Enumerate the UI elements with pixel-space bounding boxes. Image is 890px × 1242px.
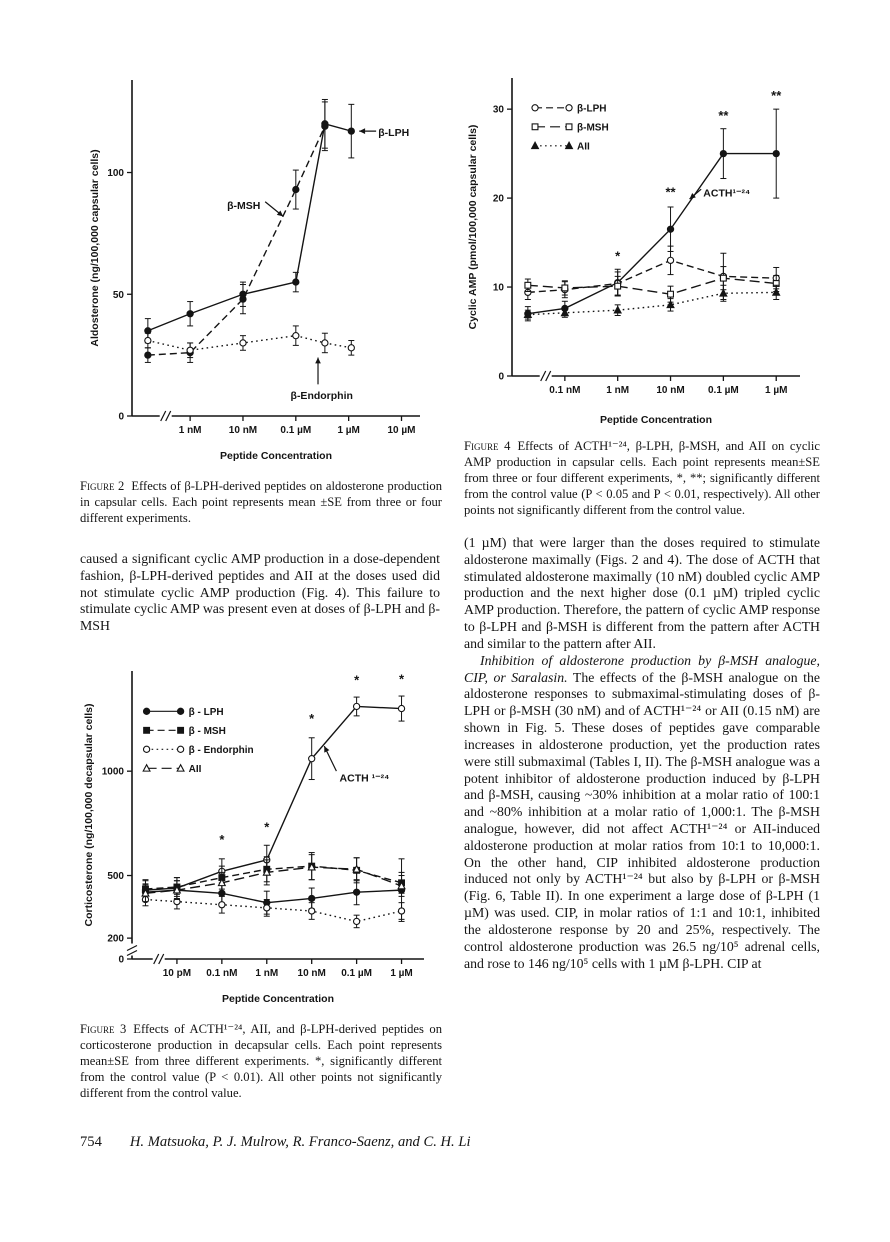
svg-text:0: 0 bbox=[118, 954, 124, 966]
svg-text:0.1 µM: 0.1 µM bbox=[341, 968, 373, 980]
inhibition-subheading: Inhibition of aldosterone production by β-MSH analogue, CIP, or Saralasin. bbox=[464, 652, 820, 685]
svg-text:0: 0 bbox=[498, 371, 504, 383]
svg-text:10: 10 bbox=[492, 282, 504, 294]
svg-text:Peptide Concentration: Peptide Concentration bbox=[219, 450, 333, 462]
svg-text:β-LPH: β-LPH bbox=[577, 103, 607, 115]
page-number: 754 bbox=[80, 1134, 102, 1151]
svg-text:*: * bbox=[399, 671, 405, 687]
figure3-label: Figure 3 bbox=[80, 1022, 127, 1037]
figure2-line-chart bbox=[86, 68, 434, 466]
svg-text:1 µM: 1 µM bbox=[765, 385, 788, 396]
svg-text:β - Endorphin: β - Endorphin bbox=[188, 744, 254, 756]
figure4-caption bbox=[464, 439, 820, 519]
svg-text:**: ** bbox=[665, 184, 676, 200]
svg-text:β - LPH: β - LPH bbox=[188, 706, 224, 718]
figure3-line-chart bbox=[80, 661, 436, 1009]
svg-text:500: 500 bbox=[107, 871, 124, 883]
svg-text:ACTH¹⁻²⁴: ACTH¹⁻²⁴ bbox=[703, 187, 751, 200]
svg-text:**: ** bbox=[718, 107, 729, 123]
svg-text:β-LPH: β-LPH bbox=[378, 127, 410, 139]
svg-text:50: 50 bbox=[112, 289, 124, 301]
svg-text:Cyclic AMP (pmol/100,000 capsu: Cyclic AMP (pmol/100,000 capsular cells) bbox=[467, 124, 479, 330]
figure3-caption-text: Effects of ACTH¹⁻²⁴, AII, and β-LPH-derived peptides on corticosterone production in decapsular cells. Each point represents mean±SE from three different experiments. *, significantly different from the control value (P < 0.01). All other points not significantly different from the control value. bbox=[80, 1022, 442, 1101]
svg-text:0.1 nM: 0.1 nM bbox=[549, 385, 581, 396]
svg-text:1 µM: 1 µM bbox=[390, 968, 413, 980]
svg-text:*: * bbox=[264, 819, 270, 835]
two-column-layout bbox=[80, 68, 820, 1102]
figure3-caption bbox=[80, 1022, 442, 1102]
svg-text:β-Endorphin: β-Endorphin bbox=[290, 389, 353, 402]
svg-text:*: * bbox=[219, 832, 225, 848]
figure-4 bbox=[464, 68, 820, 519]
svg-text:100: 100 bbox=[107, 168, 124, 180]
svg-text:β - MSH: β - MSH bbox=[188, 725, 226, 737]
svg-text:β-MSH: β-MSH bbox=[227, 200, 261, 213]
right-column-paragraph-1: (1 µM) that were larger than the doses required to stimulate aldosterone maximally (Figs. 2 and 4). The dose of ACTH that stimulated aldosterone maximally (10 nM) doubled cyclic AMP production and the next higher dose (0.1 µM) tripled cyclic AMP production. Therefore, the pattern of cyclic AMP response to β-LPH and β-MSH is different from the pattern after ACTH and similar to the pattern after AII. bbox=[464, 534, 820, 651]
figure4-line-chart bbox=[464, 68, 816, 430]
svg-text:200: 200 bbox=[107, 933, 124, 945]
svg-text:0.1 nM: 0.1 nM bbox=[206, 968, 238, 980]
svg-text:Aldosterone (ng/100,000 capsul: Aldosterone (ng/100,000 capsular cells) bbox=[89, 149, 101, 347]
right-column-paragraph-2 bbox=[464, 653, 820, 973]
svg-text:1 nM: 1 nM bbox=[255, 968, 279, 980]
svg-text:10 µM: 10 µM bbox=[387, 425, 416, 436]
svg-text:10 pM: 10 pM bbox=[162, 968, 192, 980]
svg-text:AII: AII bbox=[188, 763, 202, 775]
svg-text:Peptide Concentration: Peptide Concentration bbox=[221, 993, 335, 1006]
svg-text:30: 30 bbox=[492, 104, 504, 116]
figure4-caption-text: Effects of ACTH¹⁻²⁴, β-LPH, β-MSH, and AII on cyclic AMP production in capsular cells. Each point represents mean±SE from three or four different experiments, *, **; significantly different from the control value (P < 0.05 and P < 0.01, respectively). All other points not significantly different from the control value. bbox=[464, 439, 820, 517]
svg-text:β-MSH: β-MSH bbox=[577, 122, 609, 134]
svg-text:20: 20 bbox=[492, 193, 504, 205]
svg-text:**: ** bbox=[771, 88, 782, 104]
figure2-caption bbox=[80, 479, 442, 527]
svg-text:0.1 µM: 0.1 µM bbox=[280, 425, 312, 436]
svg-text:*: * bbox=[615, 248, 621, 264]
left-column-paragraph: caused a significant cyclic AMP production in a dose-dependent fashion, β-LPH-derived peptides and AII at the doses used did not stimulate cyclic AMP production (Fig. 4). This failure to stimulate cyclic AMP was present even at doses of β-LPH and β-MSH bbox=[80, 550, 440, 634]
svg-text:ACTH ¹⁻²⁴: ACTH ¹⁻²⁴ bbox=[339, 772, 390, 785]
svg-text:10 nM: 10 nM bbox=[228, 425, 258, 436]
right-column-paragraph-2-text: The effects of the β-MSH analogue on the aldosterone responses to submaximal-stimulating doses of β-LPH or β-MSH (30 nM) and of ACTH¹⁻²⁴ or AII (0.15 nM) are shown in Fig. 5. These doses of peptides gave comparable increases in aldosterone production, yet the production rates were still submaximal (Tables I, II). The β-MSH analogue was a potent inhibitor of aldosterone production induced by β-LPH and β-MSH, causing ~30% inhibition at a molar ratio of 100:1 and ~80% inhibition at a molar ratio of 1,000:1. The β-MSH analogue, however, did not affect ACTH¹⁻²⁴ or AII-induced aldosterone production at molar ratios from 10:1 to 10,000:1. On the other hand, CIP inhibited aldosterone production induced not only by ACTH¹⁻²⁴ but also by β-LPH or β-MSH (Fig. 6, Table II). In one experiment a large dose of β-LPH (1 µM) was used. CIP, in molar ratios of 1:1 and 10:1, inhibited the aldosterone response by 20 and 25%, respectively. The control aldosterone production was 26.5 ng/10⁵ adrenal cells, and rose to 146 ng/10⁵ cells with 1 µM β-LPH. CIP at bbox=[464, 669, 820, 971]
svg-text:AII: AII bbox=[577, 141, 590, 153]
figure4-label: Figure 4 bbox=[464, 439, 511, 453]
svg-text:Corticosterone (ng/100,000 dec: Corticosterone (ng/100,000 decapsular cells) bbox=[83, 703, 95, 927]
svg-text:10 nM: 10 nM bbox=[297, 968, 326, 980]
svg-text:1 nM: 1 nM bbox=[178, 425, 202, 436]
svg-text:*: * bbox=[309, 711, 315, 727]
svg-text:0: 0 bbox=[118, 411, 124, 423]
svg-text:*: * bbox=[354, 672, 360, 688]
figure-2 bbox=[80, 68, 442, 527]
svg-text:1 nM: 1 nM bbox=[606, 385, 630, 396]
svg-text:Peptide Concentration: Peptide Concentration bbox=[599, 414, 713, 426]
svg-text:1000: 1000 bbox=[101, 766, 124, 778]
left-column bbox=[80, 68, 442, 1102]
right-column bbox=[464, 68, 820, 1102]
figure2-caption-text: Effects of β-LPH-derived peptides on aldosterone production in capsular cells. Each point represents mean ±SE from three or four different experiments. bbox=[80, 479, 442, 525]
svg-text:0.1 µM: 0.1 µM bbox=[707, 385, 739, 396]
svg-text:1 µM: 1 µM bbox=[337, 425, 360, 436]
figure-3 bbox=[80, 661, 442, 1102]
svg-text:10 nM: 10 nM bbox=[656, 385, 685, 396]
running-authors: H. Matsuoka, P. J. Mulrow, R. Franco-Saenz, and C. H. Li bbox=[129, 1134, 471, 1151]
figure2-label: Figure 2 bbox=[80, 479, 125, 493]
page-footer bbox=[80, 1134, 820, 1191]
